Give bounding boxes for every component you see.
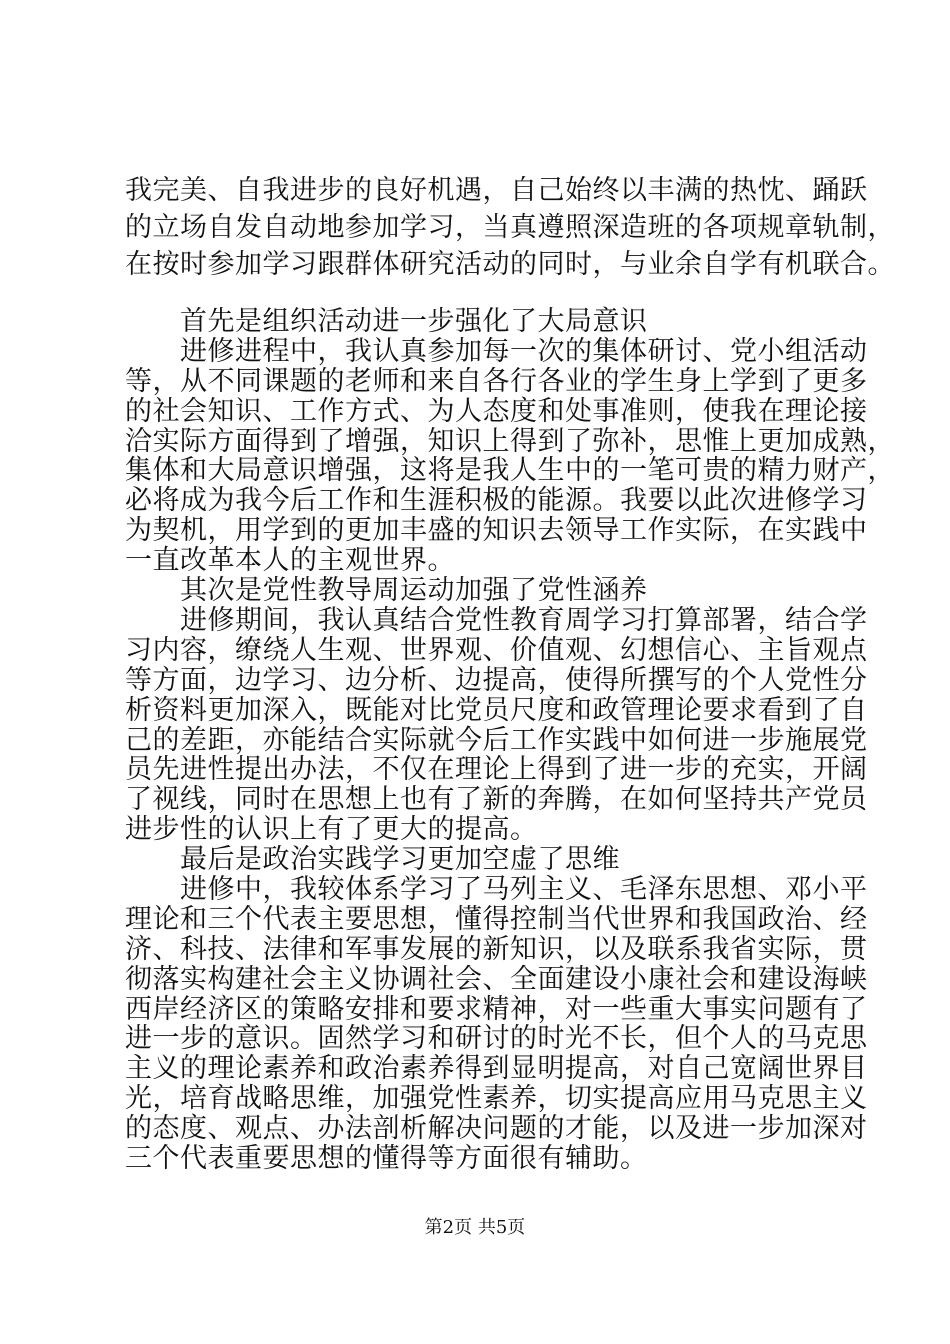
paragraph-line: 析资料更加深入，既能对比党员尺度和政管理论要求看到了自	[125, 695, 868, 726]
paragraph-line: 主义的理论素养和政治素养得到显明提高，对自己宽阔世界目	[125, 1053, 868, 1084]
paragraph-line: 进修期间，我认真结合党性教育周学习打算部署，结合学	[180, 605, 868, 636]
paragraph-line: 了视线，同时在思想上也有了新的奔腾，在如何坚持共产党员	[125, 784, 868, 815]
paragraph-line: 集体和大局意识增强，这将是我人生中的一笔可贵的精力财产，	[125, 455, 895, 486]
paragraph-line: 彻落实构建社会主义协调社会、全面建设小康社会和建设海峡	[125, 964, 868, 995]
paragraph-line: 三个代表重要思想的懂得等方面很有辅助。	[125, 1143, 648, 1174]
page-number: 第2页 共5页	[424, 1217, 526, 1238]
paragraph-line: 必将成为我今后工作和生涯积极的能源。我要以此次进修学习	[125, 485, 868, 516]
paragraph-line: 为契机，用学到的更加丰盛的知识去领导工作实际，在实践中	[125, 515, 868, 546]
paragraph-line: 的态度、观点、办法剖析解决问题的才能，以及进一步加深对	[125, 1113, 868, 1144]
paragraph-line: 进步性的认识上有了更大的提高。	[125, 814, 538, 845]
paragraph-line: 光，培育战略思维，加强党性素养，切实提高应用马克思主义	[125, 1083, 868, 1114]
paragraph-line: 等，从不同课题的老师和来自各行各业的学生身上学到了更多	[125, 366, 868, 397]
paragraph-line: 己的差距，亦能结合实际就今后工作实践中如何进一步施展党	[125, 725, 868, 756]
paragraph-line: 洽实际方面得到了增强，知识上得到了弥补，思惟上更加成熟，	[125, 426, 895, 457]
paragraph-line: 的社会知识、工作方式、为人态度和处事准则，使我在理论接	[125, 396, 868, 427]
section-heading: 其次是党性教导周运动加强了党性涵养	[180, 575, 648, 606]
paragraph-line: 进修进程中，我认真参加每一次的集体研讨、党小组活动	[180, 336, 868, 367]
paragraph-line: 济、科技、法律和军事发展的新知识，以及联系我省实际，贯	[125, 934, 868, 965]
paragraph-line: 进修中，我较体系学习了马列主义、毛泽东思想、邓小平	[180, 874, 868, 905]
paragraph-line: 进一步的意识。固然学习和研讨的时光不长，但个人的马克思	[125, 1023, 868, 1054]
paragraph-line: 我完美、自我进步的良好机遇，自己始终以丰满的热忱、踊跃	[125, 175, 868, 206]
paragraph-line: 员先进性提出办法，不仅在理论上得到了进一步的充实，开阔	[125, 754, 868, 785]
paragraph-line: 理论和三个代表主要思想，懂得控制当代世界和我国政治、经	[125, 904, 868, 935]
paragraph-line: 的立场自发自动地参加学习，当真遵照深造班的各项规章轨制，	[125, 212, 895, 243]
paragraph-line: 习内容，缭绕人生观、世界观、价值观、幻想信心、主旨观点	[125, 635, 868, 666]
paragraph-line: 等方面，边学习、边分析、边提高，使得所撰写的个人党性分	[125, 665, 868, 696]
section-heading: 最后是政治实践学习更加空虚了思维	[180, 844, 620, 875]
paragraph-line: 西岸经济区的策略安排和要求精神，对一些重大事实问题有了	[125, 994, 868, 1025]
section-heading: 首先是组织活动进一步强化了大局意识	[180, 306, 648, 337]
paragraph-line: 在按时参加学习跟群体研究活动的同时，与业余自学有机联合。	[125, 249, 895, 280]
paragraph-line: 一直改革本人的主观世界。	[125, 545, 455, 576]
